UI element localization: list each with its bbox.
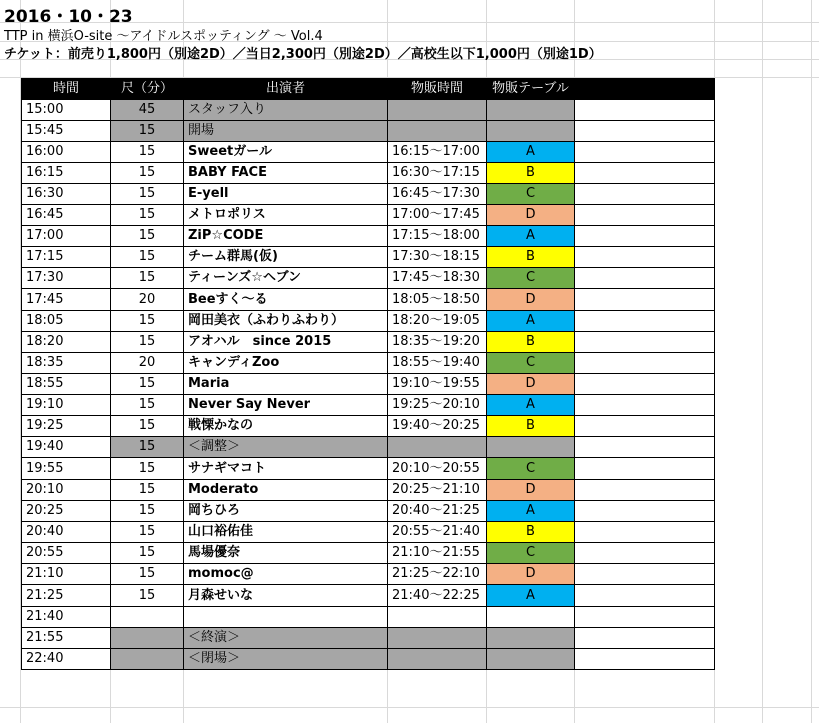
sale-table-cell: C xyxy=(487,184,575,205)
table-row xyxy=(22,416,715,437)
performer-cell xyxy=(184,607,388,628)
duration-cell: 15 xyxy=(111,437,184,458)
table-row xyxy=(22,628,715,649)
blank-cell xyxy=(575,607,715,628)
performer-cell: 馬場優奈 xyxy=(184,543,388,564)
duration-cell: 15 xyxy=(111,543,184,564)
table-row xyxy=(22,458,715,480)
performer-cell: 開場 xyxy=(184,121,388,142)
sale-table-cell: D xyxy=(487,374,575,395)
sale-table-cell: A xyxy=(487,142,575,163)
table-row xyxy=(22,585,715,607)
sale-time-cell xyxy=(388,437,487,458)
sale-table-cell: D xyxy=(487,480,575,501)
time-cell: 20:25 xyxy=(22,501,111,522)
time-cell: 19:10 xyxy=(22,395,111,416)
performer-cell: アオハル since 2015 xyxy=(184,332,388,353)
blank-cell xyxy=(575,121,715,142)
duration-cell: 45 xyxy=(111,100,184,121)
sale-time-cell: 20:40～21:25 xyxy=(388,501,487,522)
table-row xyxy=(22,522,715,543)
performer-cell: Never Say Never xyxy=(184,395,388,416)
duration-cell: 15 xyxy=(111,332,184,353)
sale-table-cell: B xyxy=(487,522,575,543)
blank-cell xyxy=(575,395,715,416)
table-row xyxy=(22,649,715,670)
table-row xyxy=(22,205,715,226)
sale-table-cell: A xyxy=(487,226,575,247)
sale-time-cell: 21:25～22:10 xyxy=(388,564,487,585)
duration-cell: 15 xyxy=(111,247,184,268)
performer-cell: ＜調整＞ xyxy=(184,437,388,458)
performer-cell: Beeすく～る xyxy=(184,289,388,311)
performer-cell: スタッフ入り xyxy=(184,100,388,121)
sale-table-cell: C xyxy=(487,543,575,564)
sale-table-cell: C xyxy=(487,458,575,480)
sale-time-cell: 18:20～19:05 xyxy=(388,311,487,332)
blank-cell xyxy=(575,332,715,353)
blank-cell xyxy=(575,564,715,585)
performer-cell: メトロポリス xyxy=(184,205,388,226)
table-row xyxy=(22,311,715,332)
blank-cell xyxy=(575,458,715,480)
duration-cell: 15 xyxy=(111,142,184,163)
sale-table-cell: A xyxy=(487,585,575,607)
time-cell: 17:15 xyxy=(22,247,111,268)
time-cell: 21:25 xyxy=(22,585,111,607)
time-cell: 16:00 xyxy=(22,142,111,163)
duration-cell: 15 xyxy=(111,458,184,480)
sale-time-cell: 18:55～19:40 xyxy=(388,353,487,374)
sale-table-cell: B xyxy=(487,332,575,353)
sale-time-cell: 16:30～17:15 xyxy=(388,163,487,184)
duration-cell xyxy=(111,607,184,628)
performer-cell: momoc@ xyxy=(184,564,388,585)
duration-cell: 15 xyxy=(111,163,184,184)
duration-cell: 15 xyxy=(111,226,184,247)
event-date: 2016・10・23 xyxy=(4,7,133,27)
time-cell: 15:00 xyxy=(22,100,111,121)
sale-time-cell: 17:15～18:00 xyxy=(388,226,487,247)
time-cell: 17:45 xyxy=(22,289,111,311)
blank-cell xyxy=(575,374,715,395)
blank-cell xyxy=(575,543,715,564)
sale-time-cell: 19:40～20:25 xyxy=(388,416,487,437)
blank-cell xyxy=(575,100,715,121)
duration-cell: 15 xyxy=(111,416,184,437)
table-row xyxy=(22,374,715,395)
sale-time-cell: 19:25～20:10 xyxy=(388,395,487,416)
performer-cell: 戦慄かなの xyxy=(184,416,388,437)
table-row xyxy=(22,142,715,163)
table-row xyxy=(22,501,715,522)
duration-cell: 15 xyxy=(111,480,184,501)
sale-time-cell: 17:30～18:15 xyxy=(388,247,487,268)
sale-table-cell: D xyxy=(487,289,575,311)
performer-cell: ティーンズ☆ヘブン xyxy=(184,268,388,289)
time-cell: 18:20 xyxy=(22,332,111,353)
sale-time-cell: 18:35～19:20 xyxy=(388,332,487,353)
sale-time-cell: 20:25～21:10 xyxy=(388,480,487,501)
sale-table-cell: A xyxy=(487,311,575,332)
time-cell: 19:55 xyxy=(22,458,111,480)
performer-cell: ＜閉場＞ xyxy=(184,649,388,670)
sale-table-cell: B xyxy=(487,247,575,268)
column-header-sale-time: 物販時間 xyxy=(388,79,487,100)
performer-cell: 岡田美衣（ふわりふわり） xyxy=(184,311,388,332)
blank-cell xyxy=(575,226,715,247)
time-cell: 18:55 xyxy=(22,374,111,395)
sale-time-cell: 18:05～18:50 xyxy=(388,289,487,311)
performer-cell: ＜終演＞ xyxy=(184,628,388,649)
sale-time-cell: 17:45～18:30 xyxy=(388,268,487,289)
performer-cell: BABY FACE xyxy=(184,163,388,184)
grid-line xyxy=(762,0,763,723)
blank-cell xyxy=(575,289,715,311)
duration-cell: 15 xyxy=(111,395,184,416)
time-cell: 18:05 xyxy=(22,311,111,332)
table-row xyxy=(22,247,715,268)
table-row xyxy=(22,395,715,416)
duration-cell: 15 xyxy=(111,205,184,226)
table-row xyxy=(22,184,715,205)
column-header-blank xyxy=(575,79,715,100)
time-cell: 21:55 xyxy=(22,628,111,649)
performer-cell: キャンディZoo xyxy=(184,353,388,374)
performer-cell: Maria xyxy=(184,374,388,395)
table-row xyxy=(22,268,715,289)
blank-cell xyxy=(575,480,715,501)
time-cell: 17:30 xyxy=(22,268,111,289)
schedule-table xyxy=(21,78,715,670)
sale-table-cell: A xyxy=(487,395,575,416)
table-row xyxy=(22,607,715,628)
time-cell: 19:25 xyxy=(22,416,111,437)
time-cell: 21:10 xyxy=(22,564,111,585)
blank-cell xyxy=(575,268,715,289)
sale-table-cell xyxy=(487,437,575,458)
time-cell: 20:55 xyxy=(22,543,111,564)
time-cell: 20:40 xyxy=(22,522,111,543)
sale-time-cell: 17:00～17:45 xyxy=(388,205,487,226)
table-row xyxy=(22,121,715,142)
blank-cell xyxy=(575,163,715,184)
ticket-info: チケット：前売り1,800円（別途2D）／当日2,300円（別途2D）／高校生以下1,000円（別途1D） xyxy=(4,47,602,62)
blank-cell xyxy=(575,501,715,522)
blank-cell xyxy=(575,184,715,205)
table-row xyxy=(22,480,715,501)
sale-table-cell xyxy=(487,628,575,649)
grid-line xyxy=(811,0,812,723)
sale-table-cell: D xyxy=(487,564,575,585)
time-cell: 17:00 xyxy=(22,226,111,247)
table-row xyxy=(22,100,715,121)
blank-cell xyxy=(575,205,715,226)
blank-cell xyxy=(575,585,715,607)
sale-table-cell xyxy=(487,121,575,142)
sale-table-cell xyxy=(487,607,575,628)
duration-cell: 15 xyxy=(111,374,184,395)
sale-table-cell: C xyxy=(487,353,575,374)
sale-time-cell xyxy=(388,607,487,628)
grid-line xyxy=(0,707,819,708)
time-cell: 16:30 xyxy=(22,184,111,205)
sale-time-cell: 20:55～21:40 xyxy=(388,522,487,543)
duration-cell: 15 xyxy=(111,585,184,607)
sale-table-cell: C xyxy=(487,268,575,289)
table-row xyxy=(22,332,715,353)
column-header-performer: 出演者 xyxy=(184,79,388,100)
sale-table-cell xyxy=(487,100,575,121)
time-cell: 16:45 xyxy=(22,205,111,226)
performer-cell: Sweetガール xyxy=(184,142,388,163)
column-header-duration: 尺（分） xyxy=(111,79,184,100)
table-row xyxy=(22,226,715,247)
blank-cell xyxy=(575,522,715,543)
sale-time-cell: 16:45～17:30 xyxy=(388,184,487,205)
sale-table-cell: B xyxy=(487,416,575,437)
column-header-time: 時間 xyxy=(22,79,111,100)
sale-time-cell xyxy=(388,100,487,121)
performer-cell: チーム群馬(仮) xyxy=(184,247,388,268)
table-header-row xyxy=(22,79,715,100)
table-row xyxy=(22,163,715,184)
sale-table-cell xyxy=(487,649,575,670)
sale-time-cell: 16:15～17:00 xyxy=(388,142,487,163)
sale-time-cell: 19:10～19:55 xyxy=(388,374,487,395)
column-header-sale-table: 物販テーブル xyxy=(487,79,575,100)
performer-cell: 月森せいな xyxy=(184,585,388,607)
performer-cell: ZiP☆CODE xyxy=(184,226,388,247)
blank-cell xyxy=(575,649,715,670)
table-row xyxy=(22,543,715,564)
duration-cell xyxy=(111,649,184,670)
duration-cell: 15 xyxy=(111,564,184,585)
performer-cell: 岡ちひろ xyxy=(184,501,388,522)
time-cell: 19:40 xyxy=(22,437,111,458)
time-cell: 21:40 xyxy=(22,607,111,628)
blank-cell xyxy=(575,416,715,437)
sale-time-cell: 21:10～21:55 xyxy=(388,543,487,564)
performer-cell: サナギマコト xyxy=(184,458,388,480)
duration-cell: 15 xyxy=(111,501,184,522)
blank-cell xyxy=(575,437,715,458)
sale-time-cell: 21:40～22:25 xyxy=(388,585,487,607)
duration-cell: 15 xyxy=(111,184,184,205)
duration-cell: 20 xyxy=(111,353,184,374)
sale-table-cell: D xyxy=(487,205,575,226)
time-cell: 22:40 xyxy=(22,649,111,670)
sale-time-cell: 20:10～20:55 xyxy=(388,458,487,480)
blank-cell xyxy=(575,311,715,332)
performer-cell: 山口裕佑佳 xyxy=(184,522,388,543)
table-row xyxy=(22,437,715,458)
duration-cell: 15 xyxy=(111,522,184,543)
duration-cell: 20 xyxy=(111,289,184,311)
sale-time-cell xyxy=(388,121,487,142)
event-title: TTP in 横浜O-site ～アイドルスポッティング ～ Vol.4 xyxy=(4,29,323,44)
time-cell: 18:35 xyxy=(22,353,111,374)
performer-cell: E-yell xyxy=(184,184,388,205)
performer-cell: Moderato xyxy=(184,480,388,501)
time-cell: 15:45 xyxy=(22,121,111,142)
sale-table-cell: B xyxy=(487,163,575,184)
duration-cell: 15 xyxy=(111,268,184,289)
blank-cell xyxy=(575,628,715,649)
duration-cell xyxy=(111,628,184,649)
duration-cell: 15 xyxy=(111,121,184,142)
duration-cell: 15 xyxy=(111,311,184,332)
blank-cell xyxy=(575,353,715,374)
blank-cell xyxy=(575,142,715,163)
sale-time-cell xyxy=(388,628,487,649)
time-cell: 20:10 xyxy=(22,480,111,501)
sale-table-cell: A xyxy=(487,501,575,522)
table-row xyxy=(22,289,715,311)
time-cell: 16:15 xyxy=(22,163,111,184)
table-row xyxy=(22,564,715,585)
table-row xyxy=(22,353,715,374)
blank-cell xyxy=(575,247,715,268)
sale-time-cell xyxy=(388,649,487,670)
